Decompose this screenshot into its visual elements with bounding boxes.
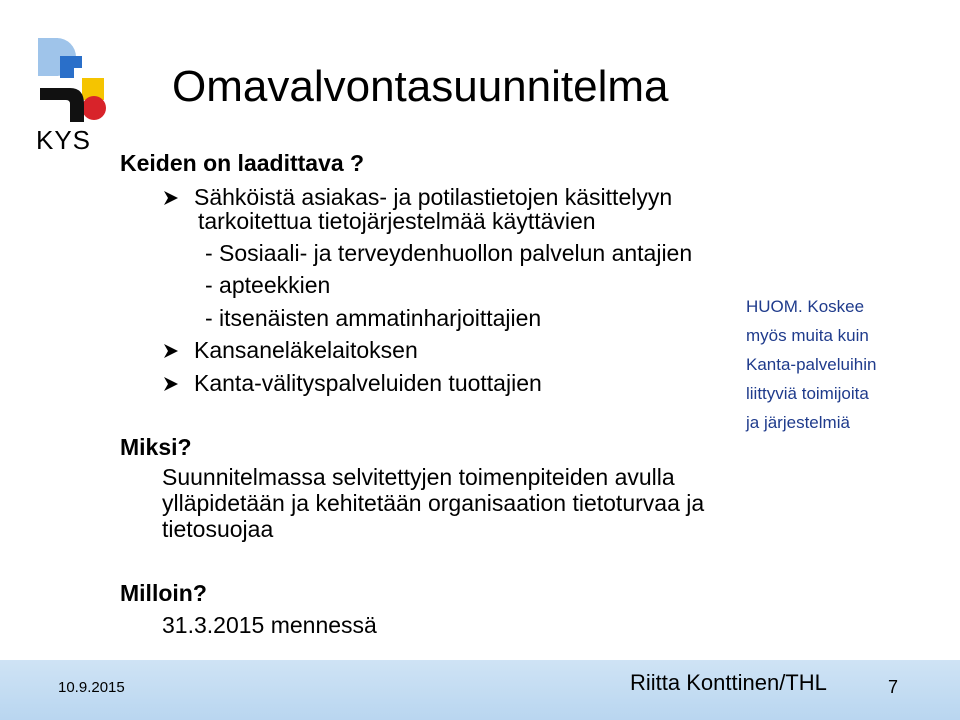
heading-when: Milloin? xyxy=(120,580,207,606)
sub-item-3: - itsenäisten ammatinharjoittajien xyxy=(205,305,542,331)
kys-logo-text: KYS xyxy=(36,125,92,155)
bullet-2-text: Kansaneläkelaitoksen xyxy=(194,337,418,363)
bullet-1-line-2: tarkoitettua tietojärjestelmää käyttävien xyxy=(198,208,596,234)
footer-date: 10.9.2015 xyxy=(58,679,125,696)
when-line: 31.3.2015 mennessä xyxy=(162,612,377,638)
arrow-bullet-icon xyxy=(162,189,180,207)
heading-why: Miksi? xyxy=(120,434,192,460)
arrow-bullet-icon xyxy=(162,342,180,360)
sub-item-2: - apteekkien xyxy=(205,272,331,298)
bullet-3-text: Kanta-välityspalveluiden tuottajien xyxy=(194,370,542,396)
bullet-1-line-1: Sähköistä asiakas- ja potilastietojen käsittelyyn xyxy=(194,184,673,210)
slide-title: Omavalvontasuunnitelma xyxy=(172,62,669,111)
heading-who: Keiden on laadittava ? xyxy=(120,150,365,176)
why-line-2: ylläpidetään ja kehitetään organisaation tietoturvaa ja xyxy=(162,490,705,516)
note-line-5: ja järjestelmiä xyxy=(746,413,850,432)
note-line-4: liittyviä toimijoita xyxy=(746,384,869,403)
arrow-bullet-icon xyxy=(162,375,180,393)
footer-author: Riitta Konttinen/THL xyxy=(630,670,827,695)
note-box xyxy=(746,292,876,437)
note-line-1: HUOM. Koskee xyxy=(746,297,865,316)
why-line-3: tietosuojaa xyxy=(162,516,274,542)
why-line-1: Suunnitelmassa selvitettyjen toimenpiteiden avulla xyxy=(162,464,675,490)
bullet-3 xyxy=(162,370,542,397)
note-line-3: Kanta-palveluihin xyxy=(746,355,877,374)
footer-page-number: 7 xyxy=(888,677,899,697)
bullet-2 xyxy=(162,337,418,364)
note-line-2: myös muita kuin xyxy=(746,326,869,345)
sub-item-1: - Sosiaali- ja terveydenhuollon palvelun antajien xyxy=(205,240,693,266)
bullet-1 xyxy=(162,184,672,211)
